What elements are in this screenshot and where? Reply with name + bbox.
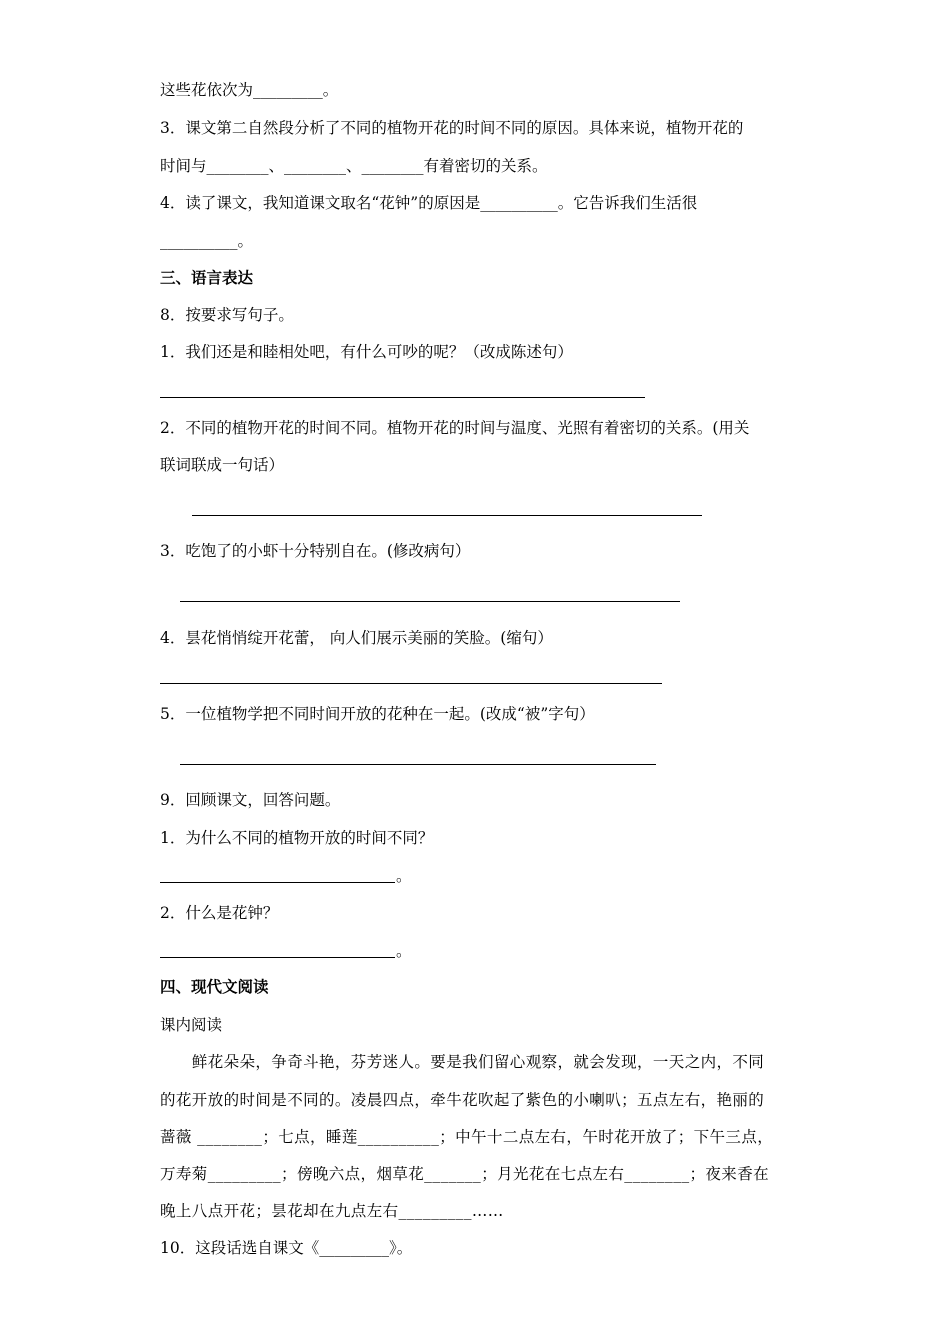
section-4-heading: 四、现代文阅读 bbox=[160, 978, 269, 996]
passage-line-1: 鲜花朵朵，争奇斗艳，芬芳迷人。要是我们留心观察，就会发现，一天之内，不同 bbox=[160, 1053, 765, 1071]
passage-line-2: 的花开放的时间是不同的。凌晨四点，牵牛花吹起了紫色的小喇叭；五点左右，艳丽的 bbox=[160, 1091, 765, 1109]
answer-line-3[interactable] bbox=[180, 601, 680, 602]
question-3-line-1: 3．课文第二自然段分析了不同的植物开花的时间不同的原因。具体来说，植物开花的 bbox=[160, 119, 744, 137]
question-4-line-2: __________。 bbox=[160, 232, 254, 250]
line-flowers-order: 这些花依次为_________。 bbox=[160, 81, 339, 99]
question-4-line-1: 4．读了课文，我知道课文取名“花钟”的原因是__________。它告诉我们生活很 bbox=[160, 194, 698, 212]
question-9: 9．回顾课文，回答问题。 bbox=[160, 791, 341, 809]
answer-line-r2[interactable] bbox=[160, 957, 395, 958]
section-3-heading: 三、语言表达 bbox=[160, 269, 254, 287]
answer-line-1[interactable] bbox=[160, 397, 645, 398]
review-question-2: 2．什么是花钟？ bbox=[160, 904, 279, 922]
answer-line-2[interactable] bbox=[192, 515, 702, 516]
reading-subtitle: 课内阅读 bbox=[160, 1016, 223, 1034]
passage-line-3: 蔷薇 ________；七点，睡莲__________；中午十二点左右，午时花开放了；下午三点， bbox=[160, 1128, 774, 1146]
review-question-1: 1．为什么不同的植物开放的时间不同？ bbox=[160, 829, 434, 847]
sentence-3: 3．吃饱了的小虾十分特别自在。(修改病句） bbox=[160, 542, 471, 560]
answer-end-r1: 。 bbox=[396, 867, 412, 885]
question-10: 10．这段话选自课文《_________》。 bbox=[160, 1239, 413, 1257]
answer-end-r2: 。 bbox=[396, 942, 412, 960]
sentence-2-line-1: 2．不同的植物开花的时间不同。植物开花的时间与温度、光照有着密切的关系。(用关 bbox=[160, 419, 750, 437]
passage-line-4: 万寿菊_________；傍晚六点，烟草花_______；月光花在七点左右________；夜来香在 bbox=[160, 1165, 770, 1183]
sentence-5: 5．一位植物学把不同时间开放的花种在一起。(改成“被”字句） bbox=[160, 705, 595, 723]
question-3-line-2: 时间与________、________、________有着密切的关系。 bbox=[160, 157, 548, 175]
sentence-4: 4．昙花悄悄绽开花蕾， 向人们展示美丽的笑脸。(缩句） bbox=[160, 629, 553, 647]
answer-line-r1[interactable] bbox=[160, 882, 395, 883]
answer-line-5[interactable] bbox=[180, 764, 656, 765]
sentence-2-line-2: 联词联成一句话） bbox=[160, 456, 285, 474]
sentence-1: 1．我们还是和睦相处吧，有什么可吵的呢？（改成陈述句） bbox=[160, 343, 573, 361]
question-8: 8．按要求写句子。 bbox=[160, 306, 294, 324]
answer-line-4[interactable] bbox=[160, 683, 662, 684]
passage-line-5: 晚上八点开花；昙花却在九点左右_________…… bbox=[160, 1202, 504, 1220]
